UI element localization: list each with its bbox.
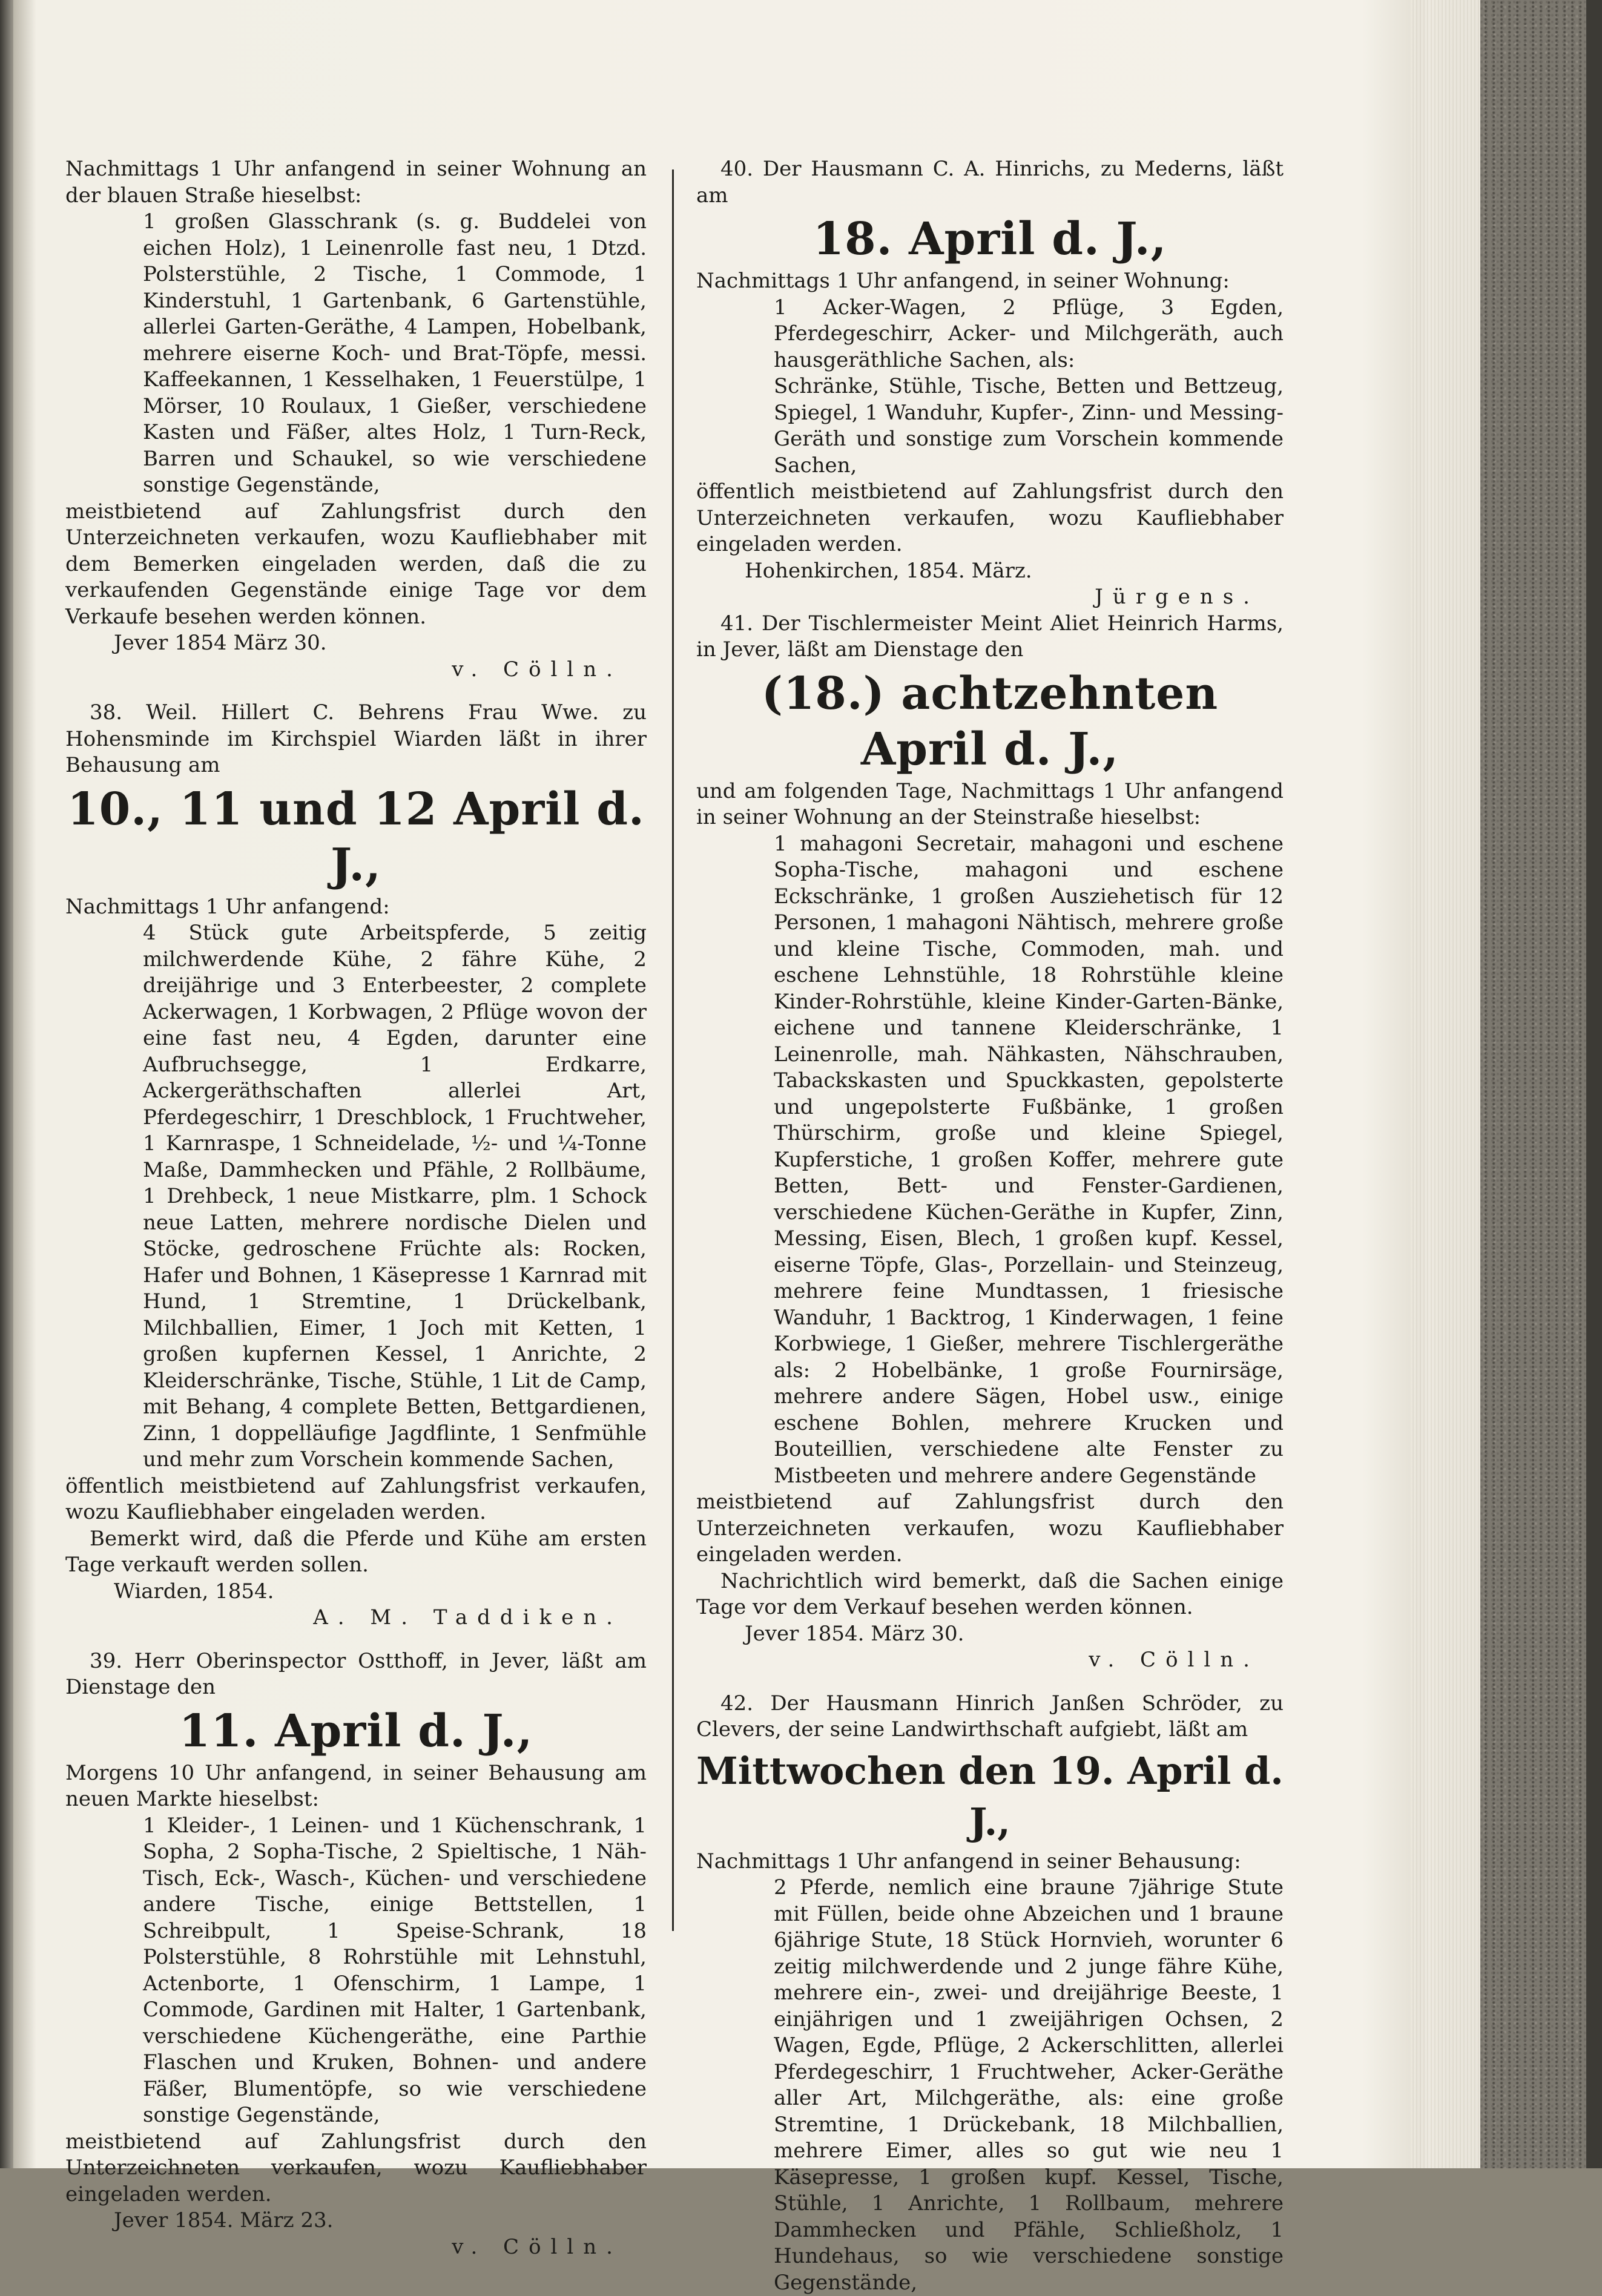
announcement-42 xyxy=(696,1691,1284,2296)
item-list: 1 Acker-Wagen, 2 Pflüge, 3 Egden, Pferdegeschirr, Acker- und Milchgeräth, auch hausgeräthliche Sachen, als: xyxy=(696,295,1284,374)
announcement-intro: 42. Der Hausmann Hinrich Janßen Schröder, zu Clevers, der seine Landwirthschaft aufgiebt, läßt am xyxy=(696,1691,1284,1743)
announcement-closing: meistbietend auf Zahlungsfrist durch den Unterzeichneten verkaufen, wozu Kaufliebhaber eingeladen werden. xyxy=(696,1489,1284,1568)
place-date: Jever 1854 März 30. xyxy=(65,630,647,657)
announcement-note: Bemerkt wird, daß die Pferde und Kühe am ersten Tage verkauft werden sollen. xyxy=(65,1526,647,1579)
item-list: 1 großen Glasschrank (s. g. Buddelei von eichen Holz), 1 Leinenrolle fast neu, 1 Dtzd. Polsterstühle, 2 Tische, 1 Commode, 1 Kinderstuhl, 1 Gartenbank, 6 Gartenstühle, allerlei Garten-Geräthe, 4 Lampen, Hobelbank, mehrere eiserne Koch- und Brat-Töpfe, messi. Kaffeekannen, 1 Kesselhaken, 1 Feuerstülpe, 1 Mörser, 10 Roulaux, 1 Gießer, verschiedene Kasten und Fäßer, altes Holz, 1 Turn-Reck, Barren und Schaukel, so wie verschiedene sonstige Gegenstände, xyxy=(65,209,647,499)
announcement-intro: Nachmittags 1 Uhr anfangend in seiner Wohnung an der blauen Straße hieselbst: xyxy=(65,156,647,209)
auction-date: 10., 11 und 12 April d. J., xyxy=(65,781,647,893)
auction-time: und am folgenden Tage, Nachmittags 1 Uhr anfangend in seiner Wohnung an der Steinstraße hieselbst: xyxy=(696,778,1284,831)
left-column xyxy=(65,156,647,2260)
auction-time: Nachmittags 1 Uhr anfangend: xyxy=(65,894,647,921)
announcement-intro: 38. Weil. Hillert C. Behrens Frau Wwe. zu Hohensminde im Kirchspiel Wiarden läßt in ihrer Behausung am xyxy=(65,700,647,779)
item-list: 4 Stück gute Arbeitspferde, 5 zeitig milchwerdende Kühe, 2 fähre Kühe, 2 dreijährige und 3 Enterbeester, 2 complete Ackerwagen, 1 Korbwagen, 2 Pflüge wovon der eine fast neu, 4 Egden, darunter eine Aufbruchsegge, 1 Erdkarre, Ackergeräthschaften allerlei Art, Pferdegeschirr, 1 Dreschblock, 1 Fruchtweher, 1 Karnraspe, 1 Schneidelade, ½- und ¼-Tonne Maße, Dammhecken und Pfähle, 2 Rollbäume, 1 Drehbeck, 1 neue Mistkarre, plm. 1 Schock neue Latten, mehrere nordische Dielen und Stöcke, gedroschene Früchte als: Rocken, Hafer und Bohnen, 1 Käsepresse 1 Karnrad mit Hund, 1 Stremtine, 1 Drückelbank, Milchballien, Eimer, 1 Joch mit Ketten, 1 großen kupfernen Kessel, 1 Anrichte, 2 Kleiderschränke, Tische, Stühle, 1 Lit de Camp, mit Behang, 4 complete Betten, Bettgardienen, Zinn, 1 doppelläufige Jagdflinte, 1 Senfmühle und mehr zum Vorschein kommende Sachen, xyxy=(65,920,647,1473)
auction-time: Nachmittags 1 Uhr anfangend, in seiner Wohnung: xyxy=(696,268,1284,295)
binding-shadow xyxy=(0,0,13,2168)
right-column xyxy=(696,156,1284,2296)
announcement-note: Nachrichtlich wird bemerkt, daß die Sachen einige Tage vor dem Verkauf besehen werden können. xyxy=(696,1568,1284,1621)
auction-date: 11. April d. J., xyxy=(65,1703,647,1759)
announcement-intro: 41. Der Tischlermeister Meint Aliet Heinrich Harms, in Jever, läßt am Dienstage den xyxy=(696,611,1284,663)
signature: v. Cölln. xyxy=(65,657,647,683)
announcement-40 xyxy=(696,156,1284,611)
announcement-closing: meistbietend auf Zahlungsfrist durch den Unterzeichneten verkaufen, wozu Kaufliebhaber eingeladen werden. xyxy=(65,2129,647,2208)
announcement-intro: 39. Herr Oberinspector Ostthoff, in Jever, läßt am Dienstage den xyxy=(65,1648,647,1701)
signature: A. M. Taddiken. xyxy=(65,1605,647,1631)
place-date: Wiarden, 1854. xyxy=(65,1579,647,1605)
auction-date: 18. April d. J., xyxy=(696,211,1284,267)
signature: v. Cölln. xyxy=(65,2234,647,2261)
place-date: Hohenkirchen, 1854. März. xyxy=(696,558,1284,585)
auction-date: (18.) achtzehnten April d. J., xyxy=(696,666,1284,777)
announcement-37-continued xyxy=(65,156,647,683)
signature: Jürgens. xyxy=(696,584,1284,611)
announcement-41 xyxy=(696,611,1284,1674)
page-edges xyxy=(1411,0,1483,2168)
auction-time: Morgens 10 Uhr anfangend, in seiner Behausung am neuen Markte hieselbst: xyxy=(65,1760,647,1813)
announcement-38 xyxy=(65,700,647,1631)
item-list: 1 mahagoni Secretair, mahagoni und eschene Sopha-Tische, mahagoni und eschene Eckschränke, 1 großen Ausziehetisch für 12 Personen, 1 mahagoni Nähtisch, mehrere große und kleine Tische, Commoden, mah. und eschene Lehnstühle, 18 Rohrstühle kleine Kinder-Rohrstühle, kleine Kinder-Garten-Bänke, eichene und tannene Kleiderschränke, 1 Leinenrolle, mah. Nähkasten, Nähschrauben, Tabackskasten und Spuckkasten, gepolsterte und ungepolsterte Fußbänke, 1 großen Thürschirm, große und kleine Spiegel, Kupferstiche, 1 großen Koffer, mehrere gute Betten, Bett- und Fenster-Gardienen, verschiedene Küchen-Geräthe in Kupfer, Zinn, Messing, Eisen, Blech, 1 großen kupf. Kessel, eiserne Töpfe, Glas-, Porzellain- und Steinzeug, mehrere feine Mundtassen, 1 friesische Wanduhr, 1 Backtrog, 1 Kinderwagen, 1 feine Korbwiege, 1 Gießer, mehrere Tischlergeräthe als: 2 Hobelbänke, 1 große Fournirsäge, mehrere andere Sägen, Hobel usw., einige eschene Bohlen, mehrere Krucken und Bouteillien, verschiedene alte Fenster zu Mistbeeten und mehrere andere Gegenstände xyxy=(696,831,1284,1490)
announcement-closing: meistbietend auf Zahlungsfrist durch den Unterzeichneten verkaufen, wozu Kaufliebhaber mit dem Bemerken eingeladen werden, daß die zu verkaufenden Gegenstände einige Tage vor dem Verkaufe besehen werden können. xyxy=(65,499,647,631)
item-list: 2 Pferde, nemlich eine braune 7jährige Stute mit Füllen, beide ohne Abzeichen und 1 braune 6jährige Stute, 18 Stück Hornvieh, worunter 6 zeitig milchwerdende und 2 junge fähre Kühe, mehrere ein-, zwei- und dreijährige Beeste, 1 einjährigen und 1 zweijährigen Ochsen, 2 Wagen, Egde, Pflüge, 2 Ackerschlitten, allerlei Pferdegeschirr, 1 Fruchtweher, Acker-Geräthe aller Art, Milchgeräthe, als: eine große Stremtine, 1 Drückebank, 18 Milchballien, mehrere Eimer, alles so gut wie neu 1 Käsepresse, 1 großen kupf. Kessel, Tische, Stühle, 1 Anrichte, 1 Rollbaum, mehrere Dammhecken und Pfähle, Schließholz, 1 Hundehaus, so wie verschiedene sonstige Gegenstände, xyxy=(696,1875,1284,2296)
cover-edge xyxy=(1586,0,1602,2168)
announcement-closing: öffentlich meistbietend auf Zahlungsfrist durch den Unterzeichneten verkaufen, wozu Kaufliebhaber eingeladen werden. xyxy=(696,479,1284,558)
announcement-closing: öffentlich meistbietend auf Zahlungsfrist verkaufen, wozu Kaufliebhaber eingeladen werden. xyxy=(65,1473,647,1526)
announcement-intro: 40. Der Hausmann C. A. Hinrichs, zu Mederns, läßt am xyxy=(696,156,1284,209)
item-list: 1 Kleider-, 1 Leinen- und 1 Küchenschrank, 1 Sopha, 2 Sopha-Tische, 2 Spieltische, 1 Näh-Tisch, Eck-, Wasch-, Küchen- und verschiedene andere Tische, einige Bettstellen, 1 Schreibpult, 1 Speise-Schrank, 18 Polsterstühle, 8 Rohrstühle mit Lehnstuhl, Actenborte, 1 Ofenschirm, 1 Lampe, 1 Commode, Gardinen mit Halter, 1 Gartenbank, verschiedene Küchengeräthe, eine Parthie Flaschen und Kruken, Bohnen- und andere Fäßer, Blumentöpfe, so wie verschiedene sonstige Gegenstände, xyxy=(65,1813,647,2129)
signature: v. Cölln. xyxy=(696,1647,1284,1674)
announcement-39 xyxy=(65,1648,647,2261)
auction-time: Nachmittags 1 Uhr anfangend in seiner Behausung: xyxy=(696,1849,1284,1875)
place-date: Jever 1854. März 30. xyxy=(696,1621,1284,1648)
item-list-2: Schränke, Stühle, Tische, Betten und Bettzeug, Spiegel, 1 Wanduhr, Kupfer-, Zinn- und Messing-Geräth und sonstige zum Vorschein kommende Sachen, xyxy=(696,373,1284,479)
place-date: Jever 1854. März 23. xyxy=(65,2208,647,2234)
column-rule xyxy=(672,169,674,1931)
auction-date: Mittwochen den 19. April d. J., xyxy=(696,1746,1284,1847)
book-cover xyxy=(1480,0,1602,2168)
